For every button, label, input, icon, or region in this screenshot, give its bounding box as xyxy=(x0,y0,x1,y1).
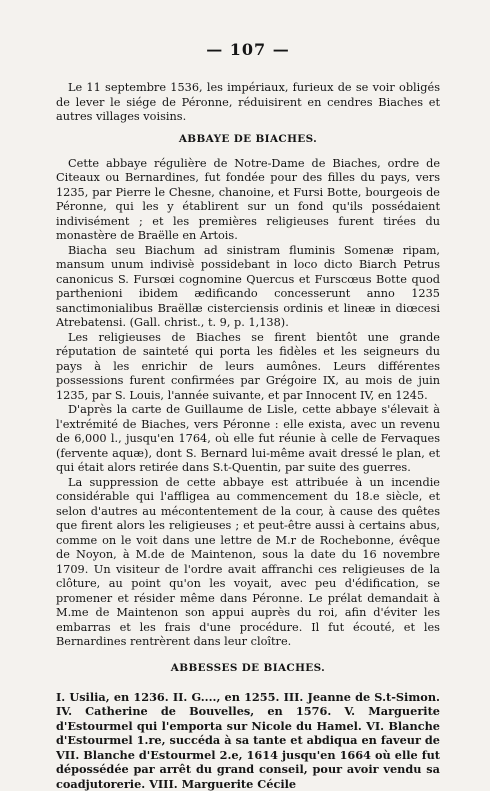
paragraph-reputation: Les religieuses de Biaches se firent bientôt une grande réputation de sainteté qui porta les fidèles et les seigneurs du pays à les enrichir de leurs aumônes. Leurs différentes possessions furent confirmées par Grégoire IX, au mois de juin 1235, par S. Louis, l'année suivante, et par Innocent IV, en 1245. xyxy=(56,331,440,404)
paragraph-suppression: La suppression de cette abbaye est attribuée à un incendie considérable qui l'affligea au commencement du 18.e siècle, et selon d'autres au mécontentement de la cour, à cause des quêtes que firent alors les religieuses ; et peut-être aussi à certains abus, comme on le voit dans une lettre de M.r de Rochebonne, évêque de Noyon, à M.de de Maintenon, sous la date du 16 novembre 1709. Un visiteur de l'ordre avait affranchi ces religieuses de la clôture, au point qu'on les voyait, avec peu d'édification, se promener et résider même dans Péronne. Le prélat demandait à M.me de Maintenon son appui auprès du roi, afin d'éviter les embarras et les frais d'une procédure. Il fut écouté, et les Bernardines rentrèrent dans leur cloître. xyxy=(56,476,440,650)
intro-paragraph: Le 11 septembre 1536, les impériaux, furieux de se voir obligés de lever le siége de Péronne, réduisirent en cendres Biaches et autres villages voisins. xyxy=(56,81,440,125)
section-heading-abbesses: ABBESSES DE BIACHES. xyxy=(56,662,440,674)
abbesses-paragraph: I. Usilia, en 1236. II. G...., en 1255. III. Jeanne de S.t-Simon. IV. Catherine de Bouvelles, en 1576. V. Marguerite d'Estourmel qui l'emporta sur Nicole du Hamel. VI. Blanche d'Estourmel 1.re, succéda à sa tante et abdiqua en faveur de VII. Blanche d'Estourmel 2.e, 1614 jusqu'en 1664 où elle fut dépossédée par arrêt du grand conseil, pour avoir vendu sa coadjutorerie. VIII. Marguerite Cécile xyxy=(56,690,440,791)
page-number: — 107 — xyxy=(56,40,440,59)
section-heading-abbaye: ABBAYE DE BIACHES. xyxy=(56,133,440,145)
paragraph-foundation: Cette abbaye régulière de Notre-Dame de Biaches, ordre de Citeaux ou Bernardines, fut fondée pour des filles du pays, vers 1235, par Pierre le Chesne, chanoine, et Fursi Botte, bourgeois de Péronne, qui les y établirent sur un fond qu'ils possédaient indivisément ; et les premières religieuses furent tirées du monastère de Braëlle en Artois. xyxy=(56,157,440,244)
abbesses-list xyxy=(56,690,440,791)
paragraph-location: D'après la carte de Guillaume de Lisle, cette abbaye s'élevait à l'extrémité de Biaches, vers Péronne : elle exista, avec un revenu de 6,000 l., jusqu'en 1764, où elle fut réunie à celle de Fervaques (fervente aquæ), dont S. Bernard lui-même avait dressé le plan, et qui était alors retirée dans S.t-Quentin, par suite des guerres. xyxy=(56,403,440,476)
paragraph-latin-quote: Biacha seu Biachum ad sinistram fluminis Somenæ ripam, mansum unum indivisè possidebant in loco dicto Biarch Petrus canonicus S. Fursœi cognomine Quercus et Furscœus Botte quod parthenioni ibidem ædificando concesserunt anno 1235 sanctimonialibus Braëllæ cisterciensis ordinis et lineæ in diœcesi Atrebatensi. (Gall. christ., t. 9, p. 1,138). xyxy=(56,244,440,331)
